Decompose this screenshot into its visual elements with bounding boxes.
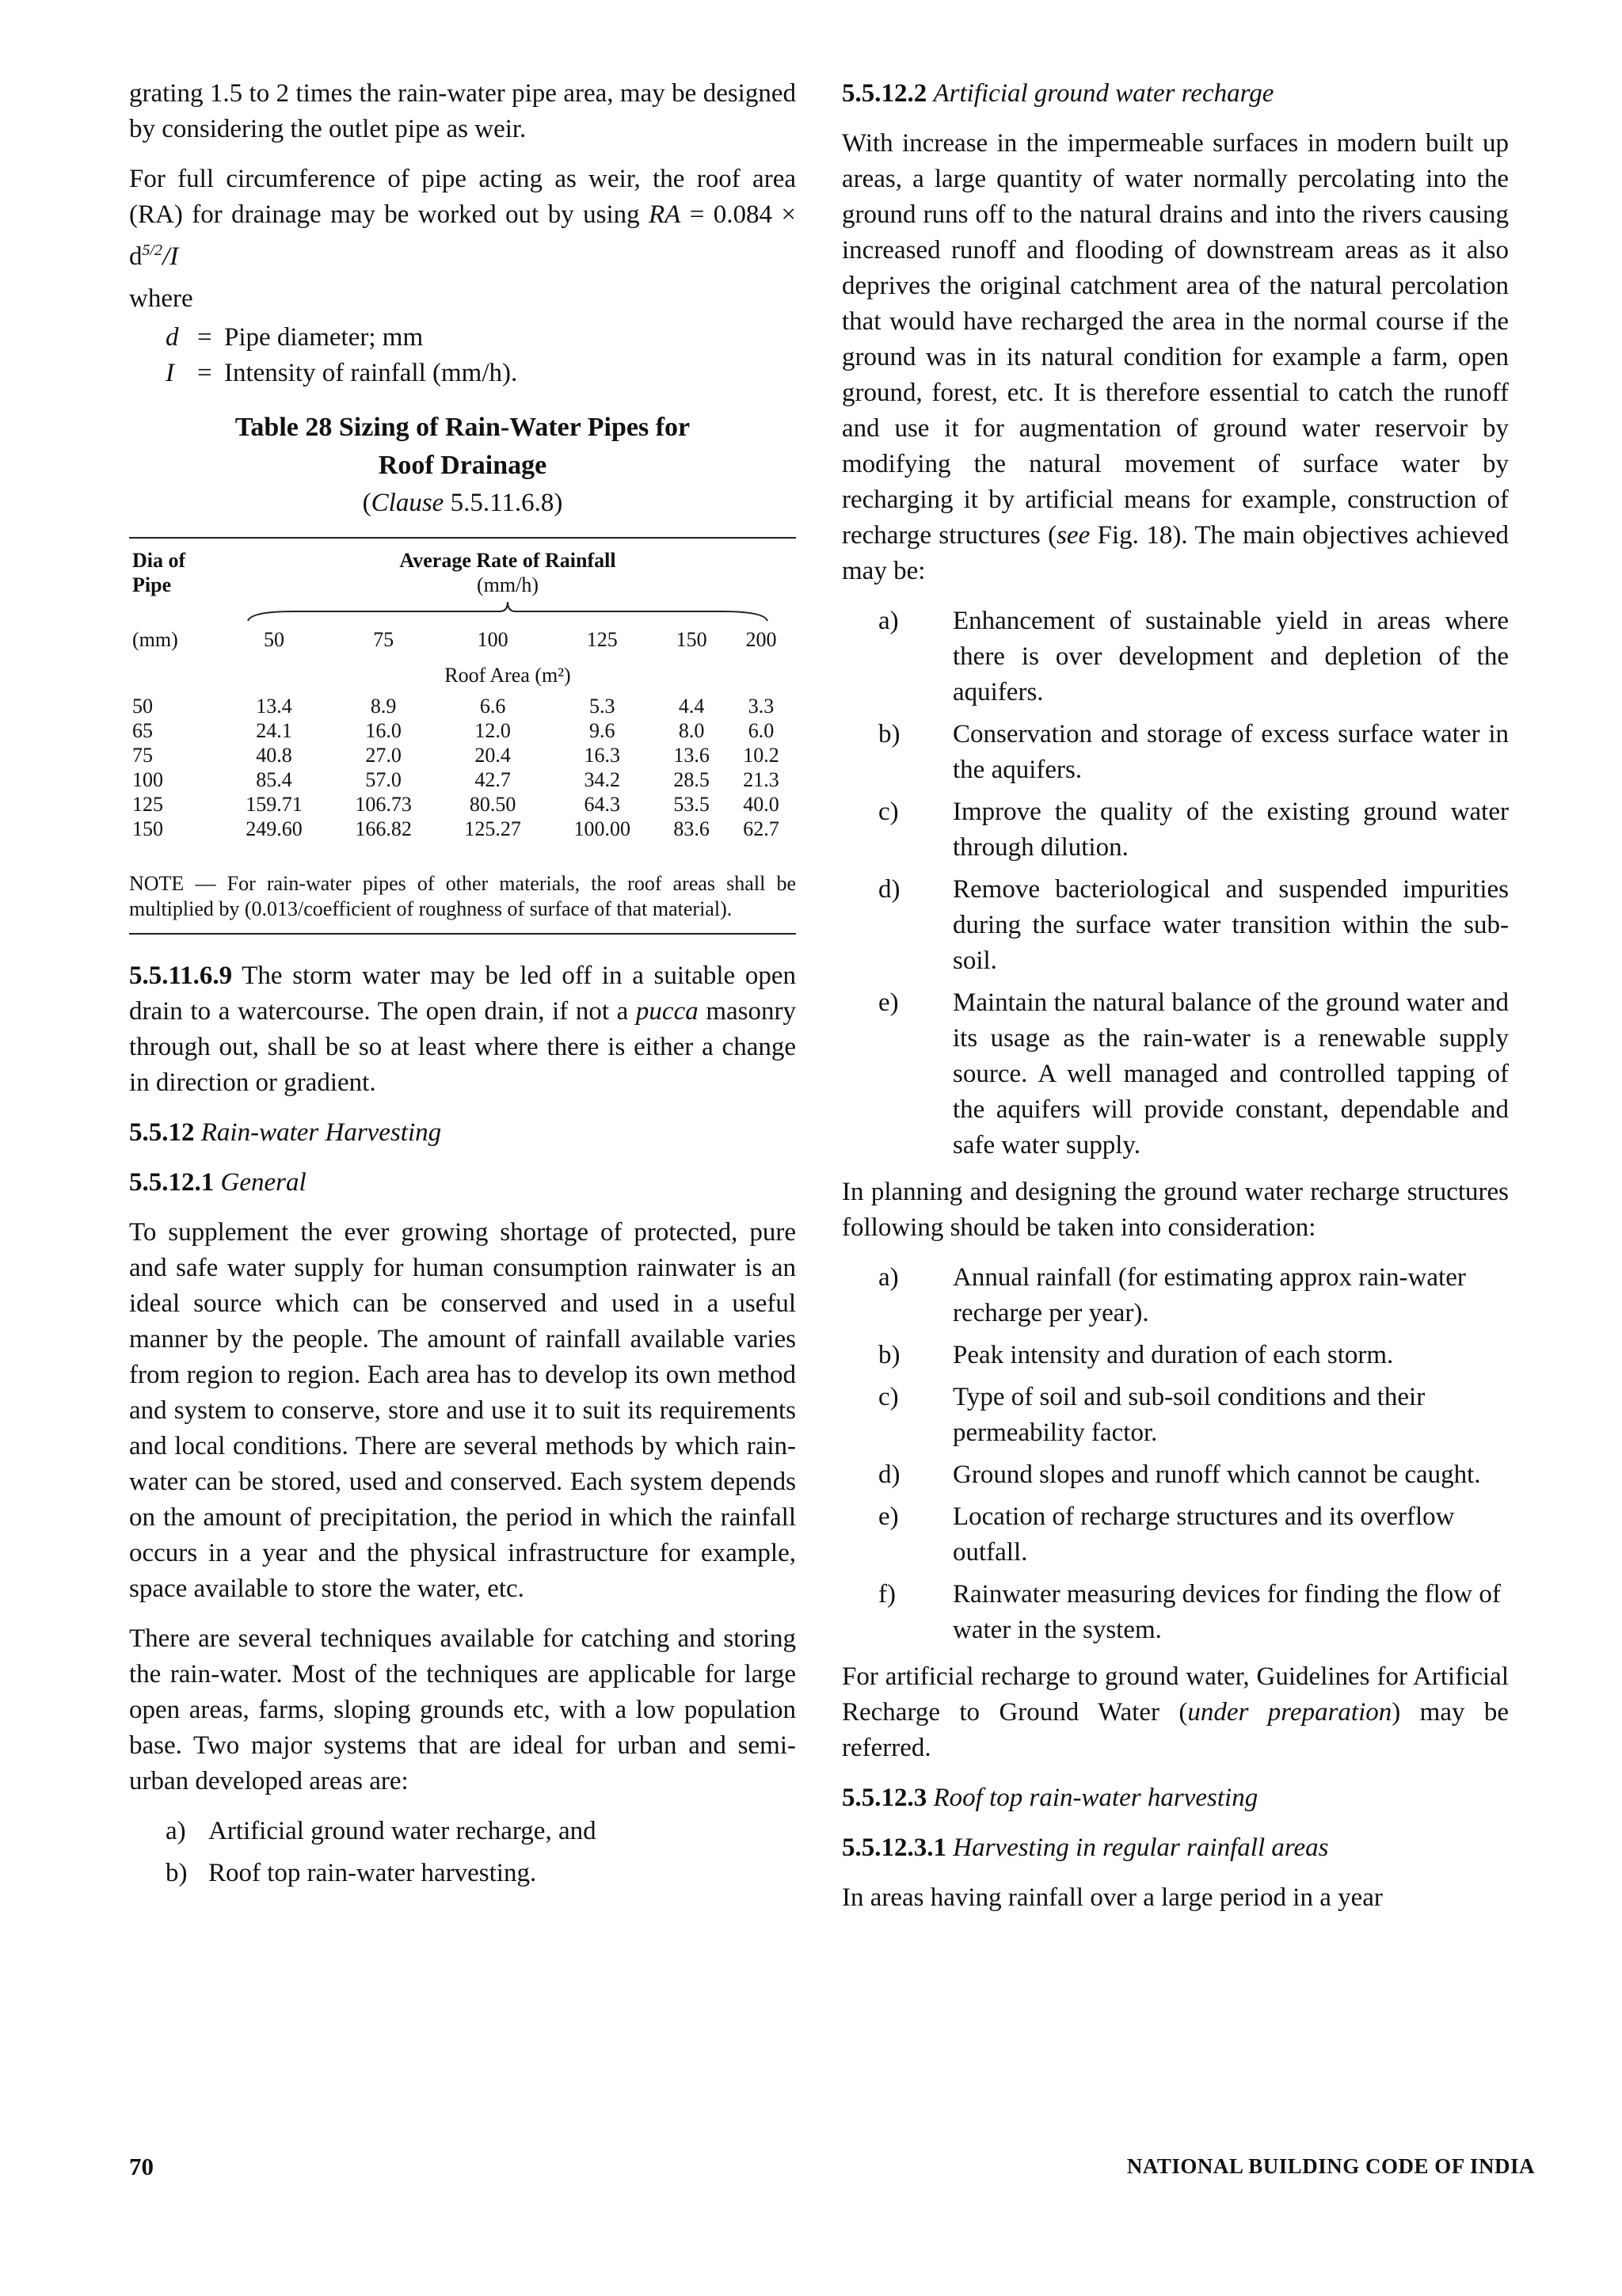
right-column — [842, 76, 1509, 1916]
formula-tail: /I — [162, 242, 179, 271]
list-item: a) Annual rainfall (for estimating approx rain-water recharge per year). — [878, 1263, 1466, 1327]
roof-area-subhead: Roof Area (m²) — [444, 664, 571, 687]
table-row: 125 159.71 106.73 80.50 64.3 53.5 40.0 — [132, 793, 779, 816]
formula-rhs: = 0.084 × d — [129, 200, 796, 271]
table-row: 150 249.60 166.82 125.27 100.00 83.6 62.7 — [132, 817, 779, 840]
intro-paragraph: grating 1.5 to 2 times the rain-water pipe area, may be designed by considering the outlet pipe as weir. — [129, 79, 796, 143]
definition-text: Intensity of rainfall (mm/h). — [224, 359, 518, 387]
table-caption-line-1: Table 28 Sizing of Rain-Water Pipes for — [234, 413, 691, 442]
list-item: f) Rainwater measuring devices for finding the flow of water in the system. — [878, 1580, 1501, 1644]
heading-5-5-12-3-1: 5.5.12.3.1 Harvesting in regular rainfall areas — [842, 1833, 1329, 1862]
clause-ref: 5.5.11.6.8 — [450, 489, 554, 517]
table-header-row — [129, 538, 796, 597]
brace-row — [129, 597, 796, 624]
list-item: b) Conservation and storage of excess surface water in the aquifers. — [878, 720, 1509, 784]
definition-symbol: d — [166, 323, 179, 352]
table-row: 65 24.1 16.0 12.0 9.6 8.0 6.0 — [132, 719, 775, 742]
table-caption-line-2: Roof Drainage — [378, 451, 547, 480]
definition-text: Pipe diameter; mm — [224, 323, 424, 352]
table-row: 75 40.8 27.0 20.4 16.3 13.6 10.2 — [132, 744, 779, 767]
list-item: c) Improve the quality of the existing ground water through dilution. — [878, 798, 1509, 862]
brace-icon — [246, 599, 769, 623]
general-paragraph: To supplement the ever growing shortage of protected, pure and safe water supply for human consumption rainwater is an ideal source which can be conserved and used in a useful manner by the people. The amount of rainfall available varies from region to region. Each area has to develop its own method and system to conserve, store and use it to suit its requirements and local conditions. There are several methods by which rain-water can be stored, used and conserved. Each system depends on the amount of precipitation, the period in which the rainfall occurs in a year and the physical infrastructure for example, space available to store the water, etc. — [129, 1218, 796, 1603]
where-label: where — [129, 284, 193, 313]
heading-5-5-12: 5.5.12 Rain-water Harvesting — [129, 1118, 442, 1147]
clause-prefix: Clause — [371, 489, 444, 517]
list-item: e) Location of recharge structures and its overflow outfall. — [878, 1502, 1455, 1567]
heading-5-5-12-3: 5.5.12.3 Roof top rain-water harvesting — [842, 1784, 1258, 1812]
page-number: 70 — [129, 2153, 154, 2180]
list-item: b) Roof top rain-water harvesting. — [166, 1859, 537, 1887]
systems-list — [129, 1814, 796, 1891]
table-clause: (Clause 5.5.11.6.8) — [362, 489, 563, 517]
guidelines-paragraph: For artificial recharge to ground water, Guidelines for Artificial Recharge to Ground Water (under preparation) may be referred. — [842, 1662, 1510, 1762]
considerations-list — [842, 1260, 1509, 1648]
left-column — [129, 76, 796, 1898]
heading-5-5-12-1: 5.5.12.1 General — [129, 1168, 307, 1197]
col-head-dia: Dia of Pipe — [132, 549, 186, 596]
formula-exponent: 5/2 — [142, 242, 163, 259]
list-item: c) Type of soil and sub-soil conditions and their permeability factor. — [878, 1383, 1426, 1447]
clause-5-5-11-6-9: 5.5.11.6.9 The storm water may be led off in a suitable open drain to a watercourse. The open drain, if not a pucca masonry through out, shall be so at least where there is either a change in direction or gradient. — [129, 961, 796, 1097]
list-item: d) Remove bacteriological and suspended impurities during the surface water transition within the sub-soil. — [878, 875, 1509, 975]
table-note: NOTE — For rain-water pipes of other materials, the roof areas shall be multiplied by (0.013/coefficient of roughness of surface of that material). — [129, 860, 796, 935]
roof-drainage-table — [129, 537, 796, 841]
techniques-paragraph: There are several techniques available for catching and storing the rain-water. Most of the techniques are applicable for large open areas, farms, sloping grounds etc, with a low population base. Two major systems that are ideal for urban and semi-urban developed areas are: — [129, 1624, 796, 1795]
table-row: 50 13.4 8.9 6.6 5.3 4.4 3.3 — [132, 695, 775, 718]
planning-paragraph: In planning and designing the ground water recharge structures following should be taken into consideration: — [842, 1178, 1509, 1242]
rate-row: (mm) 50 75 100 125 150 200 — [132, 628, 777, 651]
formula-lhs: RA — [649, 200, 681, 229]
recharge-paragraph: With increase in the impermeable surfaces in modern built up areas, a large quantity of water normally percolating into the ground runs off to the natural drains and into the rivers causing increased runoff and flooding of downstream areas as it also deprives the original catchment area of the natural percolation that would have recharged the area in the normal course if the ground was in its natural condition for example a farm, open ground, forest, etc. It is therefore essential to catch the runoff and use it for augmentation of ground water reservoir by modifying the natural movement of surface water by recharging it by artificial means for example, construction of recharge structures (see Fig. 18). The main objectives achieved may be: — [842, 129, 1509, 585]
definition-i: I = Intensity of rainfall (mm/h). — [166, 356, 796, 391]
last-paragraph: In areas having rainfall over a large period in a year — [842, 1883, 1383, 1912]
list-item: e) Maintain the natural balance of the ground water and its usage as the rain-water is a renewable supply source. A well managed and controlled tapping of the aquifers will provide constant, dependable and safe water supply. — [878, 988, 1509, 1159]
objectives-list — [842, 604, 1509, 1163]
definition-symbol: I — [166, 359, 174, 387]
list-item: a) Enhancement of sustainable yield in areas where there is over development and depletion of the aquifers. — [878, 607, 1509, 706]
definition-d: d = Pipe diameter; mm — [166, 320, 796, 356]
table-row: 100 85.4 57.0 42.7 34.2 28.5 21.3 — [132, 768, 779, 791]
heading-5-5-12-2: 5.5.12.2 Artificial ground water recharge — [842, 79, 1274, 108]
list-item: b) Peak intensity and duration of each storm. — [878, 1341, 1394, 1369]
group-head: Average Rate of Rainfall (mm/h) — [399, 549, 616, 596]
list-item: a) Artificial ground water recharge, and — [166, 1817, 596, 1845]
full-circumference-text: For full circumference of pipe acting as weir, the roof area (RA) for drainage may be worked out by using — [129, 165, 796, 229]
full-circumference-paragraph — [129, 162, 796, 275]
table-caption — [129, 409, 796, 485]
footer-title: NATIONAL BUILDING CODE OF INDIA — [1126, 2154, 1535, 2178]
list-item: d) Ground slopes and runoff which cannot be caught. — [878, 1460, 1481, 1489]
